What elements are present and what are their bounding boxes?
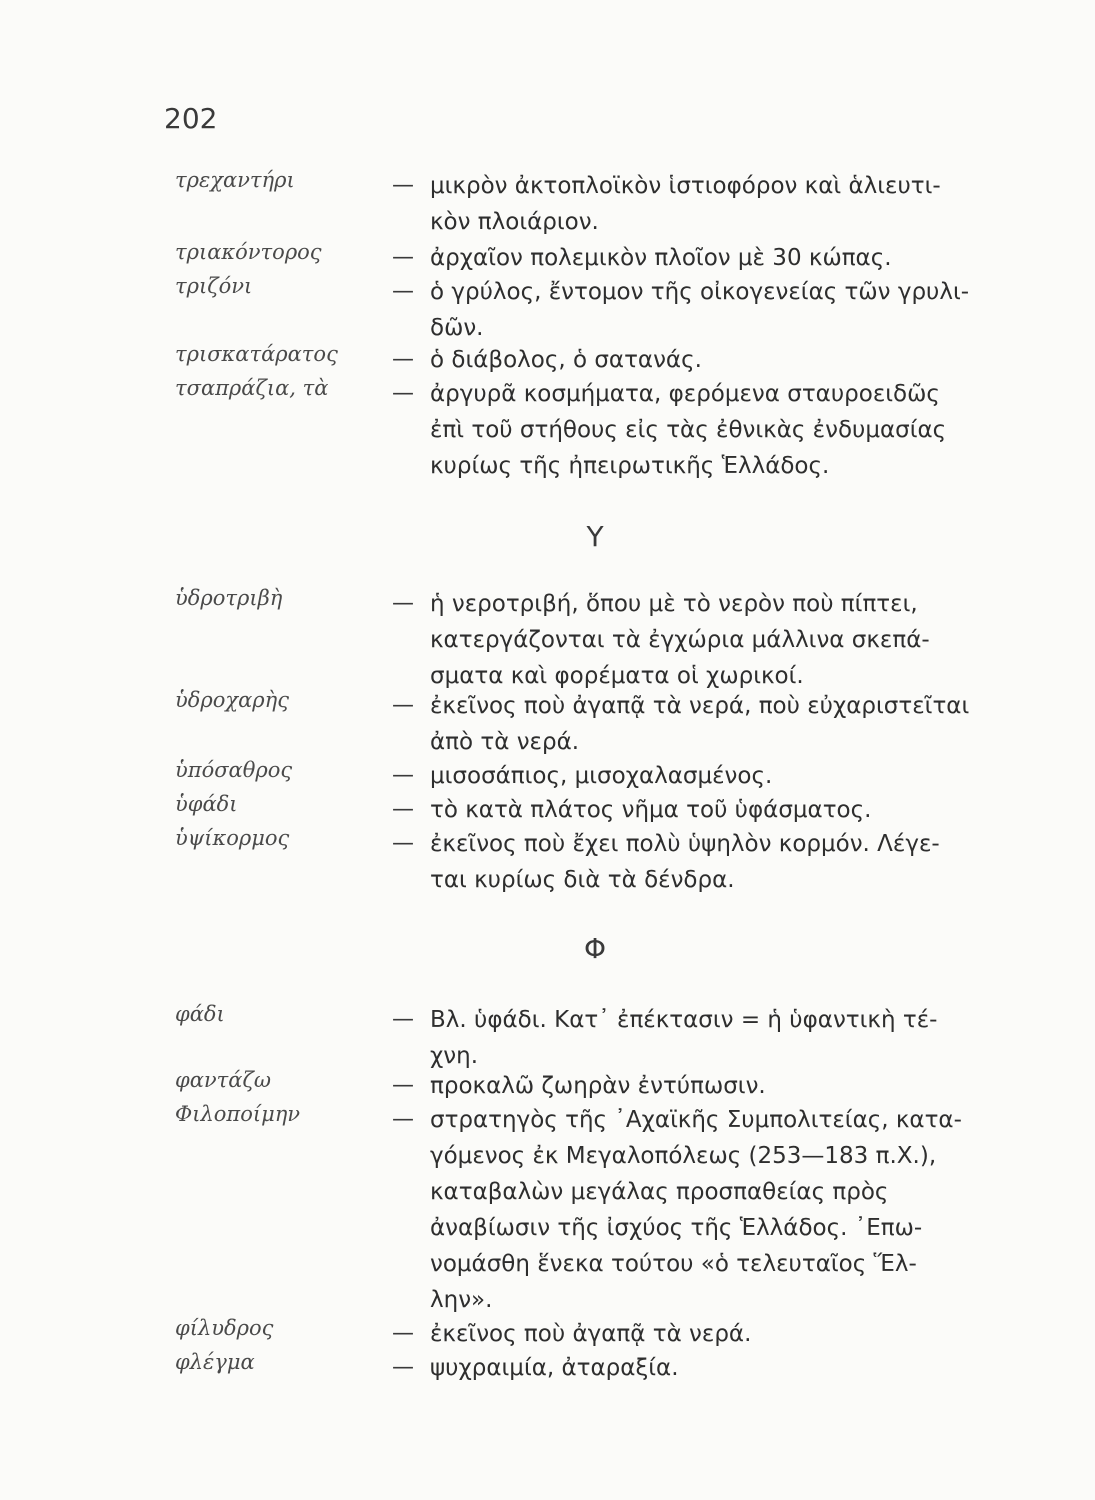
entry-definition <box>430 758 1030 794</box>
definition-line: ἀπὸ τὰ νερά. <box>430 729 580 755</box>
entry-definition <box>430 168 1030 240</box>
entry-term: τρεχαντήρι <box>175 168 295 192</box>
entry-term: φλέγμα <box>175 1350 255 1374</box>
entry-term: Φιλοποίμην <box>175 1102 301 1126</box>
entry-dash: — <box>392 831 414 856</box>
definition-line: μισοσάπιος, μισοχαλασμένος. <box>430 763 773 789</box>
entry-definition <box>430 586 1030 694</box>
definition-line: ψυχραιμία, ἀταραξία. <box>430 1355 679 1381</box>
entry-dash: — <box>392 1107 414 1132</box>
entry-dash: — <box>392 591 414 616</box>
definition-line: κατεργάζονται τὰ ἐγχώρια μάλλινα σκεπά- <box>430 627 930 653</box>
entry-term: ὑψίκορμος <box>175 826 290 850</box>
entry-term: ὑφάδι <box>175 792 238 816</box>
definition-line: χνη. <box>430 1043 479 1069</box>
entry-definition <box>430 274 1030 346</box>
entry-dash: — <box>392 1355 414 1380</box>
definition-line: ἀργυρᾶ κοσμήματα, φερόμενα σταυροειδῶς <box>430 381 940 407</box>
entry-definition <box>430 376 1030 484</box>
definition-line: καταβαλὼν μεγάλας προσπαθείας πρὸς <box>430 1179 889 1205</box>
entry-dash: — <box>392 1073 414 1098</box>
entry-dash: — <box>392 347 414 372</box>
definition-line: τὸ κατὰ πλάτος νῆμα τοῦ ὑφάσματος. <box>430 797 872 823</box>
page-number: 202 <box>164 102 218 135</box>
entry-term: τρισκατάρατος <box>175 342 338 366</box>
definition-line: σματα καὶ φορέματα οἱ χωρικοί. <box>430 663 804 689</box>
entry-definition <box>430 1002 1030 1074</box>
definition-line: νομάσθη ἕνεκα τούτου «ὁ τελευταῖος Ἕλ- <box>430 1251 917 1277</box>
definition-line: ὁ γρύλος, ἔντομον τῆς οἰκογενείας τῶν γρυλι- <box>430 279 970 305</box>
definition-line: ἐκεῖνος ποὺ ἀγαπᾷ τὰ νερά. <box>430 1321 752 1347</box>
entry-term: τριζόνι <box>175 274 253 298</box>
entry-definition <box>430 792 1030 828</box>
entry-definition <box>430 342 1030 378</box>
definition-line: λην». <box>430 1287 493 1313</box>
entry-term: φαντάζω <box>175 1068 271 1092</box>
definition-line: ὁ διάβολος, ὁ σατανάς. <box>430 347 702 373</box>
entry-term: ὑδροχαρὴς <box>175 688 289 712</box>
definition-line: ἡ νεροτριβή, ὅπου μὲ τὸ νερὸν ποὺ πίπτει, <box>430 591 918 617</box>
entry-term: ὑδροτριβὴ <box>175 586 283 610</box>
entry-dash: — <box>392 173 414 198</box>
definition-line: ἀρχαῖον πολεμικὸν πλοῖον μὲ 30 κώπας. <box>430 245 892 271</box>
entry-term: ὑπόσαθρος <box>175 758 293 782</box>
entry-dash: — <box>392 763 414 788</box>
entry-dash: — <box>392 1321 414 1346</box>
definition-line: ἐπὶ τοῦ στήθους εἰς τὰς ἐθνικὰς ἐνδυμασίας <box>430 417 947 443</box>
entry-dash: — <box>392 381 414 406</box>
entry-definition <box>430 826 1030 898</box>
entry-dash: — <box>392 1007 414 1032</box>
entry-dash: — <box>392 245 414 270</box>
definition-line: προκαλῶ ζωηρὰν ἐντύπωσιν. <box>430 1073 766 1099</box>
definition-line: ται κυρίως διὰ τὰ δένδρα. <box>430 867 735 893</box>
section-letter: Φ <box>583 932 607 965</box>
entry-dash: — <box>392 693 414 718</box>
entry-dash: — <box>392 279 414 304</box>
definition-line: γόμενος ἐκ Μεγαλοπόλεως (253—183 π.Χ.), <box>430 1143 937 1169</box>
definition-line: κὸν πλοιάριον. <box>430 209 599 235</box>
entry-definition <box>430 688 1030 760</box>
entry-definition <box>430 1068 1030 1104</box>
entry-term: φάδι <box>175 1002 225 1026</box>
entry-definition <box>430 240 1030 276</box>
definition-line: κυρίως τῆς ἠπειρωτικῆς Ἑλλάδος. <box>430 453 830 479</box>
definition-line: μικρὸν ἀκτοπλοϊκὸν ἱστιοφόρον καὶ ἁλιευτι- <box>430 173 941 199</box>
definition-line: στρατηγὸς τῆς ᾿Αχαϊκῆς Συμπολιτείας, κατα- <box>430 1107 962 1133</box>
entry-term: τσαπράζια, τὰ <box>175 376 329 400</box>
definition-line: Βλ. ὑφάδι. Κατ᾿ ἐπέκτασιν = ἡ ὑφαντικὴ τέ- <box>430 1007 938 1033</box>
entry-term: φίλυδρος <box>175 1316 274 1340</box>
entry-definition <box>430 1102 1030 1318</box>
entry-definition <box>430 1316 1030 1352</box>
entry-dash: — <box>392 797 414 822</box>
definition-line: δῶν. <box>430 315 484 341</box>
entry-definition <box>430 1350 1030 1386</box>
definition-line: ἐκεῖνος ποὺ ἀγαπᾷ τὰ νερά, ποὺ εὐχαριστεῖται <box>430 693 970 719</box>
definition-line: ἀναβίωσιν τῆς ἰσχύος τῆς Ἑλλάδος. ᾿Επω- <box>430 1215 923 1241</box>
entry-term: τριακόντορος <box>175 240 322 264</box>
section-letter: Υ <box>586 520 604 553</box>
definition-line: ἐκεῖνος ποὺ ἔχει πολὺ ὑψηλὸν κορμόν. Λέγε- <box>430 831 940 857</box>
